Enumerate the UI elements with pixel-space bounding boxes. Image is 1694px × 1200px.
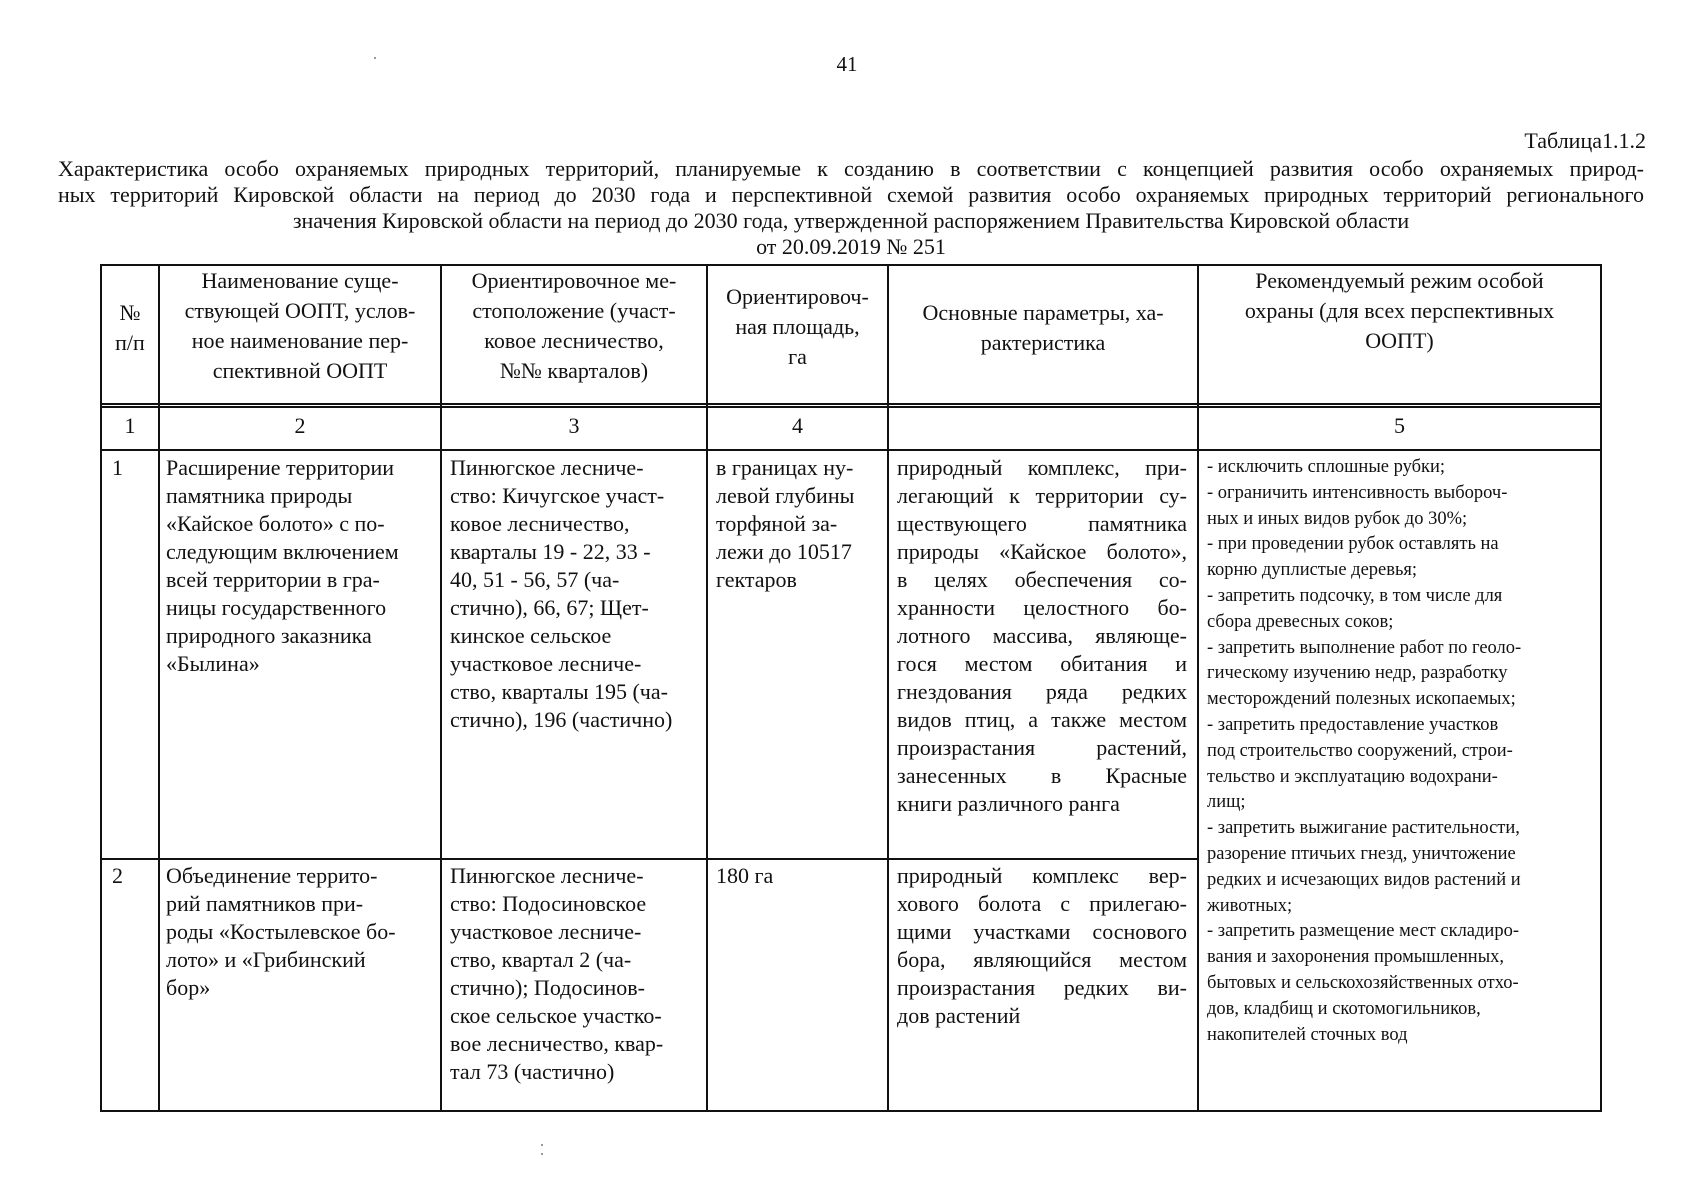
column-number: 3 xyxy=(568,413,580,438)
regime-item: - запретить выполнение работ по геоло- xyxy=(1207,637,1522,658)
row-1-params: природный комплекс, при- легающий к территории су- ществующего памятника природы «Кайское болото», в целях обеспечения со- хранности целостного бо- лотного массива, являюще- гося местом обитания и гнездования ряда редких видов птиц, а также местом произрастания растений, занесенных в Красные книги различного ранга xyxy=(897,455,1187,816)
row-number: 1 xyxy=(112,455,123,480)
row-1-location: Пинюгское лесниче- ство: Кичугское участ- ковое лесничество, кварталы 19 - 22, 33 - 40, 51 - 56, 57 (ча- стично), 66, 67; Щет- кинское сельское участковое лесниче- ство, кварталы 195 (ча- стично), 196 (частично) xyxy=(450,455,673,732)
regime-list xyxy=(1207,455,1521,1048)
regime-item: сбора древесных соков; xyxy=(1207,611,1394,632)
header-params: Основные параметры, ха- рактеристика xyxy=(922,300,1164,355)
column-number: 2 xyxy=(294,413,306,438)
header-name: Наименование суще- ствующей ООПТ, услов- ное наименование пер- спективной ООПТ xyxy=(184,268,416,383)
table-border-left xyxy=(100,264,102,1112)
row-number: 2 xyxy=(112,863,123,888)
regime-item: под строительство сооружений, строи- xyxy=(1207,740,1513,761)
regime-item: бытовых и сельскохозяйственных отхо- xyxy=(1207,972,1519,993)
regime-item: лищ; xyxy=(1207,792,1246,813)
regime-item: гическому изучению недр, разработку xyxy=(1207,663,1508,684)
regime-item: - запретить выжигание растительности, xyxy=(1207,818,1520,839)
header-area: Ориентировоч- ная площадь, га xyxy=(726,284,869,369)
scan-speck xyxy=(541,1144,543,1146)
regime-item: вания и захоронения промышленных, xyxy=(1207,947,1505,968)
title-line: значения Кировской области на период до 2030 года, утвержденной распоряжением Правительства Кировской области xyxy=(292,208,1410,233)
row-1-area: в границах ну- левой глубины торфяной за- лежи до 10517 гектаров xyxy=(716,455,855,592)
table-label: Таблица1.1.2 xyxy=(1524,128,1646,153)
regime-item: накопителей сточных вод xyxy=(1207,1024,1408,1045)
regime-item: дов, кладбищ и скотомогильников, xyxy=(1207,998,1481,1019)
regime-item: - запретить размещение мест складиро- xyxy=(1207,921,1519,942)
regime-item: - при проведении рубок оставлять на xyxy=(1207,534,1499,555)
title-line: ных территорий Кировской области на период до 2030 года и перспективной схемой развития особо охраняемых природных территорий регионального xyxy=(58,182,1644,207)
table-border-bottom xyxy=(100,1110,1602,1112)
page-number: 41 xyxy=(836,52,858,76)
scan-speck xyxy=(541,1153,543,1155)
regime-item: ных и иных видов рубок до 30%; xyxy=(1207,508,1468,529)
regime-item: животных; xyxy=(1207,895,1293,916)
column-divider xyxy=(1197,264,1199,1112)
row-2-area: 180 га xyxy=(716,863,774,888)
regime-item: редких и исчезающих видов растений и xyxy=(1207,869,1521,890)
regime-item: тельство и эксплуатацию водохрани- xyxy=(1207,766,1498,787)
column-divider xyxy=(158,264,160,1112)
scan-speck xyxy=(374,57,376,59)
header-regime: Рекомендуемый режим особой охраны (для всех перспективных ООПТ) xyxy=(1244,268,1555,353)
column-number: 1 xyxy=(124,413,136,438)
title-line: от 20.09.2019 № 251 xyxy=(756,234,946,259)
regime-item: разорение птичьих гнезд, уничтожение xyxy=(1207,843,1516,864)
row-2-params: природный комплекс вер- хового болота с прилегаю- щими участками соснового бора, являющийся местом произрастания редких ви- дов растений xyxy=(897,863,1187,1028)
column-number: 5 xyxy=(1394,413,1405,438)
numbers-row-rule xyxy=(100,449,1602,451)
header-num: № п/п xyxy=(115,300,145,355)
regime-item: - запретить предоставление участков xyxy=(1207,714,1499,735)
row-1-name: Расширение территории памятника природы «Кайское болото» с по- следующим включением всей территории в гра- ницы государственного природного заказника «Былина» xyxy=(166,455,399,676)
header-location: Ориентировочное ме- стоположение (участ- ковое лесничество, №№ кварталов) xyxy=(471,268,677,383)
row-2-location: Пинюгское лесниче- ство: Подосиновское участковое лесниче- ство, квартал 2 (ча- стично); Подосинов- ское сельское участко- вое лесничество, квар- тал 73 (частично) xyxy=(450,863,664,1084)
header-bottom-rule xyxy=(100,403,1602,405)
title-line: Характеристика особо охраняемых природных территорий, планируемые к созданию в соответствии с концепцией развития особо охраняемых природ- xyxy=(58,156,1644,181)
table-title xyxy=(58,156,1644,260)
column-number: 4 xyxy=(792,413,803,438)
row-separator xyxy=(100,858,1198,860)
regime-item: - запретить подсочку, в том числе для xyxy=(1207,585,1503,606)
table-border-right xyxy=(1600,264,1602,1112)
regime-item: - исключить сплошные рубки; xyxy=(1207,457,1446,477)
column-divider xyxy=(440,264,442,1112)
row-2-name: Объединение террито- рий памятников при- роды «Костылевское бо- лото» и «Грибинский бор» xyxy=(166,863,396,1000)
regime-item: корню дуплистые деревья; xyxy=(1207,560,1418,581)
column-divider xyxy=(887,264,889,1112)
column-divider xyxy=(706,264,708,1112)
header-bottom-rule xyxy=(100,406,1602,408)
regime-item: месторождений полезных ископаемых; xyxy=(1207,689,1516,710)
regime-item: - ограничить интенсивность выбороч- xyxy=(1207,482,1508,503)
